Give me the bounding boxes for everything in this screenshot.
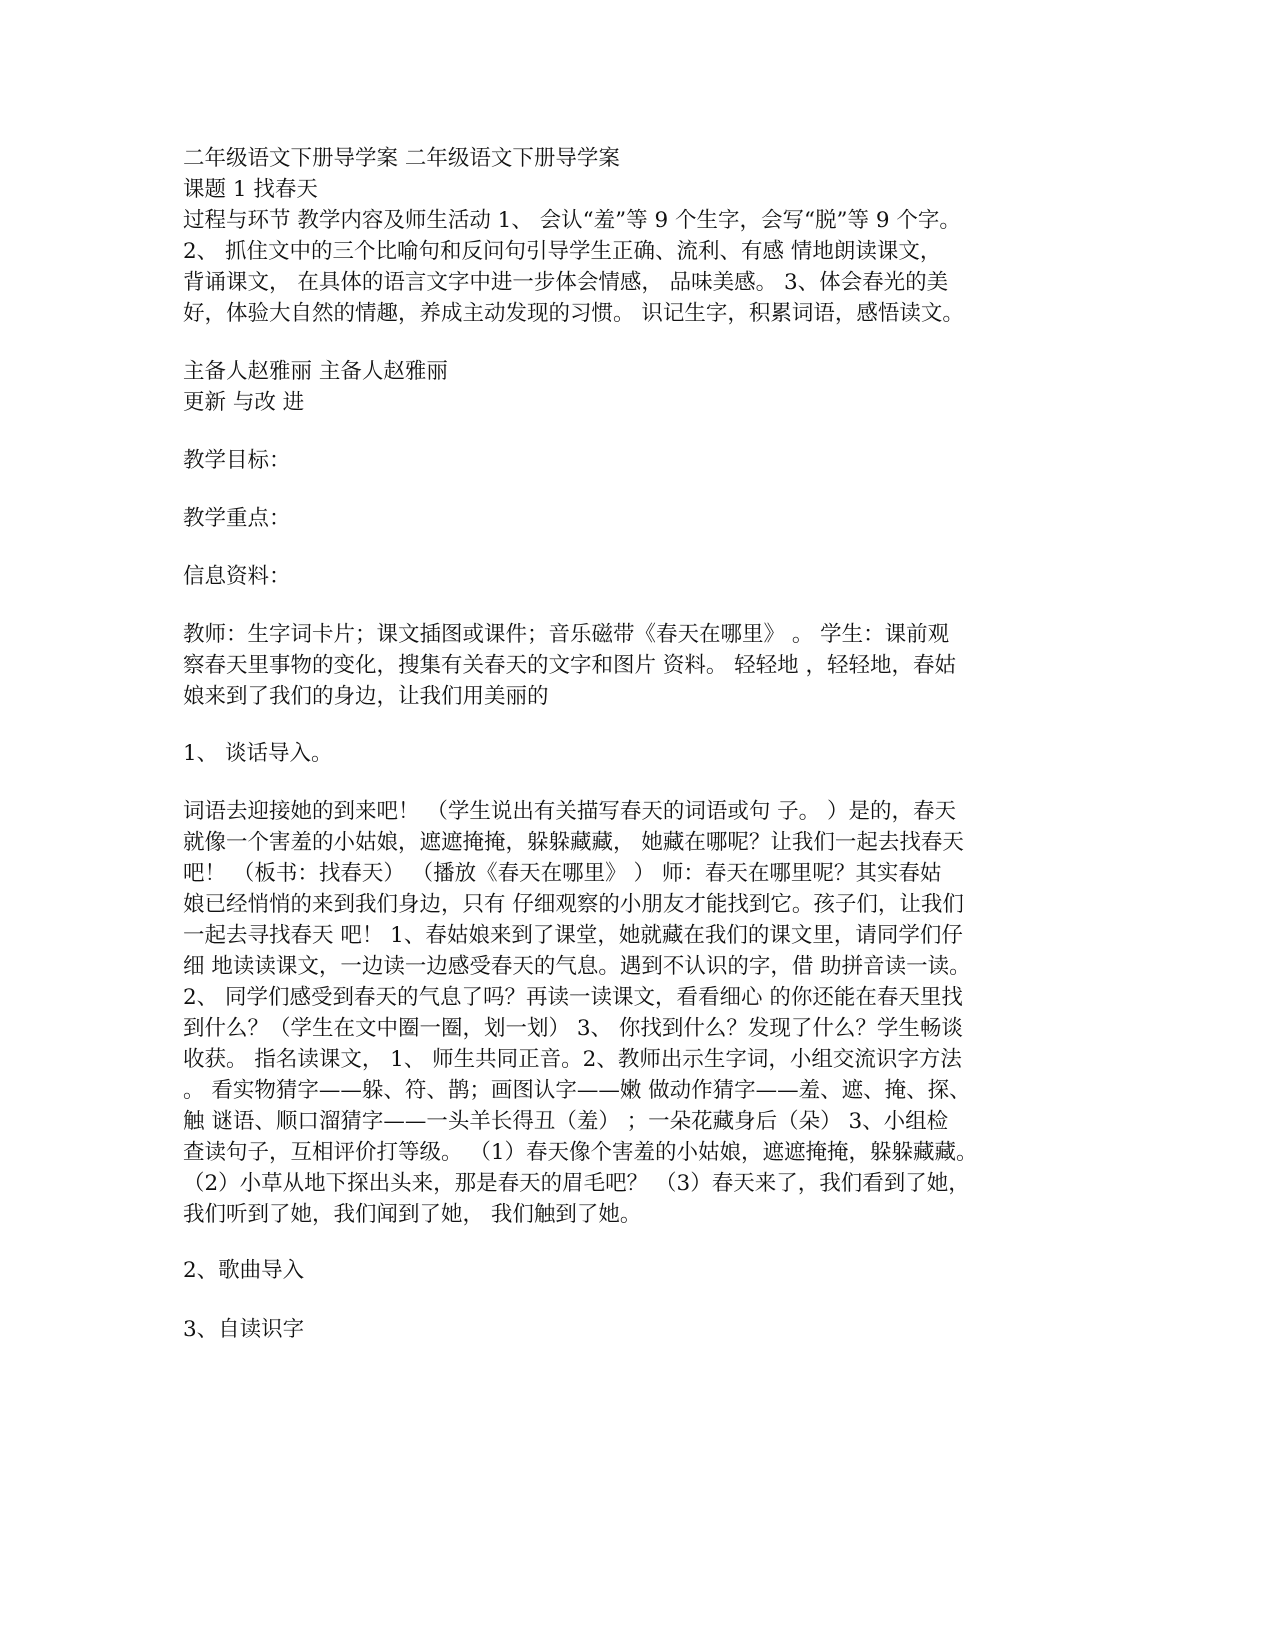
body-line: 吧！ （板书：找春天） （播放《春天在哪里》 ） 师：春天在哪里呢？其实春姑 [183, 861, 942, 886]
body-line: 细 地读读课文，一边读一边感受春天的气息。遇到不认识的字，借 助拼音读一读。 [183, 954, 971, 979]
body-line: 一起去寻找春天 吧！ 1、春姑娘来到了课堂，她就藏在我们的课文里，请同学们仔 [183, 923, 963, 948]
body-line: 。 看实物猜字——躲、符、鹊；画图认字——嫩 做动作猜字——羞、遮、掩、探、 [183, 1078, 971, 1103]
body-line: 2、 同学们感受到春天的气息了吗？再读一读课文，看看细心 的你还能在春天里找 [183, 985, 963, 1010]
materials-line: 娘来到了我们的身边，让我们用美丽的 [183, 684, 549, 709]
step3-heading: 3、自读识字 [183, 1317, 305, 1342]
body-line: （2）小草从地下探出头来，那是春天的眉毛吧？ （3）春天来了，我们看到了她， [183, 1171, 970, 1196]
materials-line: 教师：生字词卡片；课文插图或课件；音乐磁带《春天在哪里》 。 学生：课前观 [183, 622, 950, 647]
body-line: 查读句子，互相评价打等级。 （1）春天像个害羞的小姑娘，遮遮掩掩，躲躲藏藏。 [183, 1140, 978, 1165]
body-line: 我们听到了她，我们闻到了她， 我们触到了她。 [183, 1202, 642, 1227]
objective-line: 好，体验大自然的情趣，养成主动发现的习惯。 识记生字，积累词语，感悟读文。 [183, 301, 964, 326]
info-label: 信息资料： [183, 564, 291, 589]
step2-heading: 2、歌曲导入 [183, 1258, 305, 1283]
lesson-title: 课题 1 找春天 [183, 177, 318, 202]
teaching-focus-label: 教学重点： [183, 506, 291, 531]
document-title: 二年级语文下册导学案 二年级语文下册导学案 [183, 146, 620, 171]
objective-line: 2、 抓住文中的三个比喻句和反问句引导学生正确、流利、有感 情地朗读课文， [183, 239, 942, 264]
body-line: 就像一个害羞的小姑娘，遮遮掩掩，躲躲藏藏， 她藏在哪呢？让我们一起去找春天 [183, 830, 964, 855]
step1-heading: 1、 谈话导入。 [183, 741, 333, 766]
objective-line: 过程与环节 教学内容及师生活动 1、 会认“羞”等 9 个生字，会写“脱”等 9 个字。 [183, 208, 961, 233]
body-line: 娘已经悄悄的来到我们身边，只有 仔细观察的小朋友才能找到它。孩子们，让我们 [183, 892, 964, 917]
preparer-line: 主备人赵雅丽 主备人赵雅丽 [183, 359, 448, 384]
teaching-goal-label: 教学目标： [183, 448, 291, 473]
body-line: 到什么？（学生在文中圈一圈，划一划） 3、 你找到什么？发现了什么？学生畅谈 [183, 1016, 963, 1041]
objective-line: 背诵课文， 在具体的语言文字中进一步体会情感， 品味美感。 3、体会春光的美 [183, 270, 949, 295]
body-line: 词语去迎接她的到来吧！ （学生说出有关描写春天的词语或句 子。 ）是的，春天 [183, 799, 957, 824]
body-line: 触 谜语、顺口溜猜字——一头羊长得丑（羞） ；一朵花藏身后（朵） 3、小组检 [183, 1109, 949, 1134]
body-line: 收获。 指名读课文， 1、 师生共同正音。2、教师出示生字词，小组交流识字方法 [183, 1047, 962, 1072]
materials-line: 察春天里事物的变化，搜集有关春天的文字和图片 资料。 轻轻地 ，轻轻地，春姑 [183, 653, 957, 678]
update-line: 更新 与改 进 [183, 390, 305, 415]
